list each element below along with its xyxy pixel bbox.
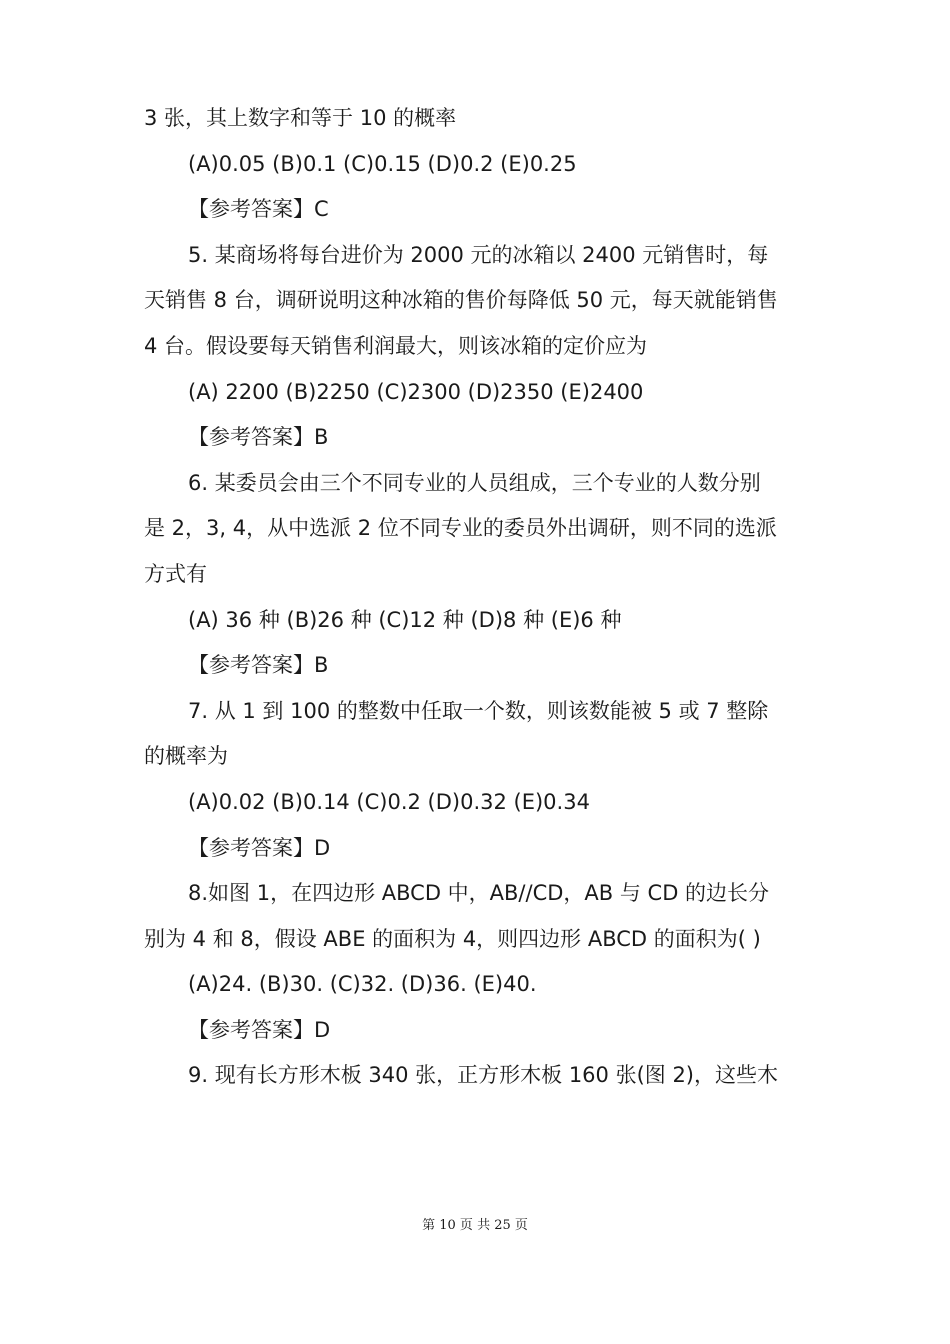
reference-answer: 【参考答案】B [188,653,329,678]
reference-answer: 【参考答案】D [188,835,331,860]
text-line: 方式有 [144,561,207,586]
answer-options: (A)0.05 (B)0.1 (C)0.15 (D)0.2 (E)0.25 [188,151,577,176]
question-5-text: 5. 某商场将每台进价为 2000 元的冰箱以 2400 元销售时，每 [188,242,769,267]
text-line: 是 2，3, 4，从中选派 2 位不同专业的委员外出调研，则不同的选派 [144,516,777,541]
page-number-footer: 第 10 页 共 25 页 [422,1218,528,1233]
document-body [144,96,816,1099]
answer-options: (A)0.02 (B)0.14 (C)0.2 (D)0.32 (E)0.34 [188,789,590,814]
answer-options: (A)24. (B)30. (C)32. (D)36. (E)40. [188,972,537,997]
reference-answer: 【参考答案】B [188,425,329,450]
text-line: 的概率为 [144,744,228,769]
text-line: 天销售 8 台，调研说明这种冰箱的售价每降低 50 元，每天就能销售 [144,288,778,313]
answer-options: (A) 36 种 (B)26 种 (C)12 种 (D)8 种 (E)6 种 [188,607,622,632]
text-line: 别为 4 和 8，假设 ABE 的面积为 4，则四边形 ABCD 的面积为( ) [144,926,761,951]
text-line: 4 台。假设要每天销售利润最大，则该冰箱的定价应为 [144,333,648,358]
question-9-text: 9. 现有长方形木板 340 张，正方形木板 160 张(图 2)，这些木 [188,1063,778,1088]
question-6-text: 6. 某委员会由三个不同专业的人员组成，三个专业的人数分别 [188,470,761,495]
reference-answer: 【参考答案】C [188,197,329,222]
question-8-text: 8.如图 1，在四边形 ABCD 中，AB//CD，AB 与 CD 的边长分 [188,881,770,906]
question-7-text: 7. 从 1 到 100 的整数中任取一个数，则该数能被 5 或 7 整除 [188,698,769,723]
answer-options: (A) 2200 (B)2250 (C)2300 (D)2350 (E)2400 [188,379,644,404]
reference-answer: 【参考答案】D [188,1017,331,1042]
text-line: 3 张，其上数字和等于 10 的概率 [144,106,457,130]
